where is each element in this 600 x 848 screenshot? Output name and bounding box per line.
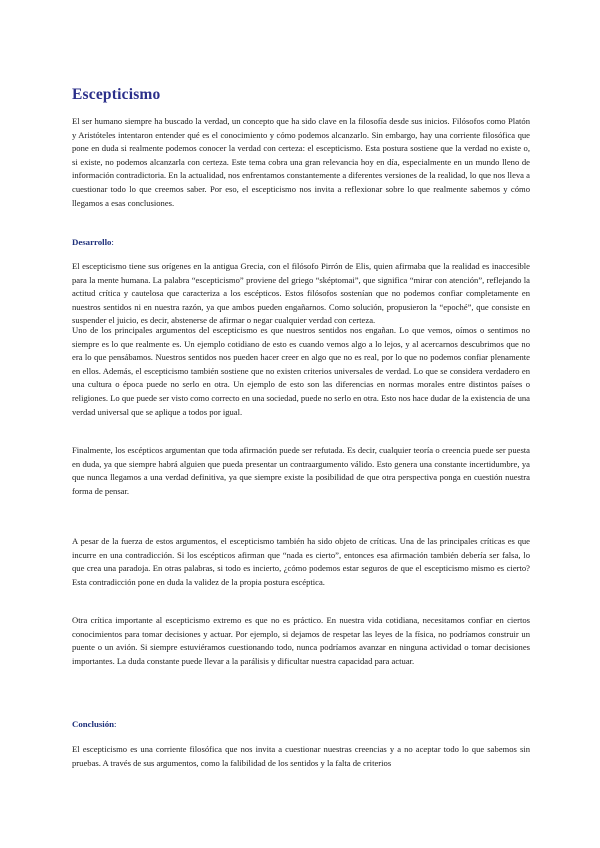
- page-title: Escepticismo: [72, 86, 161, 103]
- section-heading-colon: :: [114, 719, 117, 729]
- section-heading-label: Conclusión: [72, 719, 115, 729]
- desarrollo-paragraph-2: Uno de los principales argumentos del escepticismo es que nuestros sentidos nos engañan. Lo que vemos, oímos o sentimos no siempre es lo que realmente es. Un ejemplo cotidiano de esto es cuando vemos algo a lo lejos, y al acercarnos descubrimos que no era lo que pensábamos. Nuestros sentidos nos pueden hacer creer en algo que no es real, por lo que no podemos confiar plenamente en ellos. Además, el escepticismo también sostiene que no existen criterios universales de verdad. Lo que se considera verdadero en una cultura o época puede no serlo en otra. Un ejemplo de esto son las diferencias en normas morales entre distintos países o religiones. Lo que puede ser visto como correcto en una sociedad, puede no serlo en otra. Esto nos hace dudar de la existencia de una verdad universal que se aplique a todos por igual.: [72, 325, 530, 417]
- section-heading-desarrollo: [72, 236, 114, 249]
- conclusion-paragraph: El escepticismo es una corriente filosófica que nos invita a cuestionar nuestras creencias y a no aceptar todo lo que sabemos sin pruebas. A través de sus argumentos, como la falibilidad de los sentidos y la falta de criterios: [72, 744, 530, 768]
- section-heading-colon: :: [111, 237, 114, 247]
- desarrollo-paragraph-4: A pesar de la fuerza de estos argumentos, el escepticismo también ha sido objeto de críticas. Una de las principales críticas es que incurre en una contradicción. Si los escépticos afirman que “nada es cierto”, entonces esa afirmación también debería ser falsa, lo que crea una paradoja. En otras palabras, si todo es incierto, ¿cómo podemos estar seguros de que el escepticismo mismo es cierto? Esta contradicción pone en duda la validez de la propia postura escéptica.: [72, 536, 530, 587]
- intro-paragraph: El ser humano siempre ha buscado la verdad, un concepto que ha sido clave en la filosofía desde sus inicios. Filósofos como Platón y Aristóteles intentaron entender qué es el conocimiento y cómo podemos alcanzarlo. Sin embargo, hay una corriente filosófica que pone en duda si realmente podemos conocer la verdad con certeza: el escepticismo. Esta postura sostiene que la verdad no existe o, si existe, no podemos alcanzarla con certeza. Este tema cobra una gran relevancia hoy en día, especialmente en un mundo lleno de información contradictoria. En la actualidad, nos enfrentamos constantemente a diferentes versiones de la realidad, lo que nos lleva a cuestionar todo lo que creemos saber. Por eso, el escepticismo nos invita a reflexionar sobre lo que realmente sabemos y cómo llegamos a esas conclusiones.: [72, 116, 530, 208]
- section-heading-conclusion: [72, 718, 117, 731]
- desarrollo-paragraph-1: El escepticismo tiene sus orígenes en la antigua Grecia, con el filósofo Pirrón de Elis, quien afirmaba que la realidad es inaccesible para la mente humana. La palabra “escepticismo” proviene del griego “sképtomai”, que significa “mirar con atención”, reflejando la actitud crítica y cautelosa que caracteriza a los escépticos. Estos filósofos sostenían que no podemos confiar completamente en nuestros sentidos ni en nuestra razón, ya que ambos pueden engañarnos. Como solución, propusieron la “epoché”, que consiste en suspender el juicio, es decir, abstenerse de afirmar o negar cualquier verdad con certeza.: [72, 261, 530, 326]
- desarrollo-paragraph-5: Otra crítica importante al escepticismo extremo es que no es práctico. En nuestra vida cotidiana, necesitamos confiar en ciertos conocimientos para tomar decisiones y actuar. Por ejemplo, si dejamos de respetar las leyes de la física, no podríamos construir un puente o un avión. Si siempre estuviéramos cuestionando todo, nunca podríamos avanzar en ninguna actividad o tomar decisiones importantes. La duda constante puede llevar a la parálisis y dificultar nuestra capacidad para actuar.: [72, 615, 530, 666]
- desarrollo-paragraph-3: Finalmente, los escépticos argumentan que toda afirmación puede ser refutada. Es decir, cualquier teoría o creencia puede ser puesta en duda, ya que siempre habrá alguien que pueda presentar un contraargumento válido. Esto genera una constante incertidumbre, ya que nunca llegamos a una verdad definitiva, ya que siempre existe la posibilidad de que otra perspectiva ponga en cuestión nuestra forma de pensar.: [72, 445, 530, 496]
- section-heading-label: Desarrollo: [72, 237, 112, 247]
